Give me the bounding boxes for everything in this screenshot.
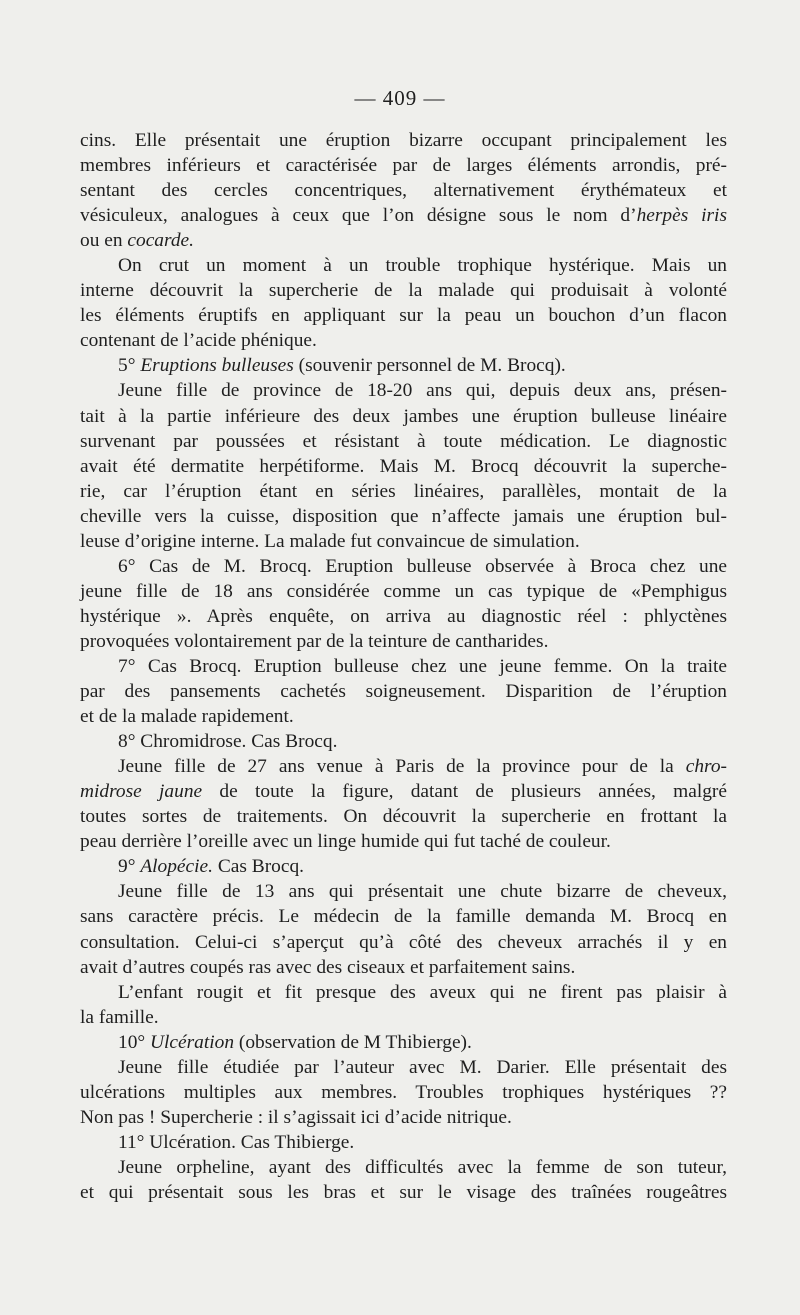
text-line bbox=[80, 253, 727, 278]
text-run: 5° bbox=[118, 355, 141, 377]
text-line bbox=[80, 1030, 727, 1055]
text-run: 6° Cas de M. Brocq. Eruption bulleuse observée à Broca chez une bbox=[118, 555, 727, 577]
text-line bbox=[80, 879, 727, 904]
text-line bbox=[80, 479, 727, 504]
text-run: Jeune fille de 13 ans qui présentait une chute bizarre de cheveux, bbox=[118, 881, 727, 903]
text-line bbox=[80, 829, 727, 854]
text-line bbox=[80, 203, 727, 228]
text-run: hystérique ». Après enquête, on arriva au diagnostic réel : phlyctènes bbox=[80, 605, 727, 627]
text-run: (observation de M Thibierge). bbox=[234, 1031, 472, 1053]
text-run: par des pansements cachetés soigneusement. Disparition de l’éruption bbox=[80, 681, 727, 703]
text-line bbox=[80, 328, 727, 353]
text-run: leuse d’origine interne. La malade fut convaincue de simulation. bbox=[80, 530, 580, 552]
text-run: interne découvrit la supercherie de la malade qui produisait à volonté bbox=[80, 280, 727, 302]
text-line bbox=[80, 454, 727, 479]
text-run: les éléments éruptifs en appliquant sur la peau un bouchon d’un flacon bbox=[80, 305, 727, 327]
text-run: sentant des cercles concentriques, alternativement érythémateux et bbox=[80, 180, 727, 202]
text-line bbox=[80, 930, 727, 955]
page-number: — 409 — bbox=[354, 86, 446, 110]
text-line bbox=[80, 554, 727, 579]
text-line bbox=[80, 1180, 727, 1205]
italic-text: chro- bbox=[685, 756, 727, 778]
text-run: rie, car l’éruption étant en séries linéaires, parallèles, montait de la bbox=[80, 480, 727, 502]
text-line bbox=[80, 729, 727, 754]
text-run: membres inférieurs et caractérisée par de larges éléments arrondis, pré- bbox=[80, 155, 727, 177]
text-run: de toute la figure, datant de plusieurs années, malgré bbox=[202, 781, 727, 803]
text-line bbox=[80, 980, 727, 1005]
text-run: ou en bbox=[80, 230, 128, 252]
text-run: Non pas ! Supercherie : il s’agissait ici d’acide nitrique. bbox=[80, 1106, 512, 1128]
text-run: et de la malade rapidement. bbox=[80, 706, 294, 728]
text-run: peau derrière l’oreille avec un linge humide qui fut taché de couleur. bbox=[80, 831, 611, 853]
italic-text: herpès iris bbox=[636, 205, 727, 227]
text-line bbox=[80, 303, 727, 328]
text-run: L’enfant rougit et fit presque des aveux qui ne firent pas plaisir à bbox=[118, 981, 727, 1003]
text-line bbox=[80, 128, 727, 153]
text-run: Jeune fille de province de 18-20 ans qui, depuis deux ans, présen- bbox=[118, 380, 727, 402]
text-line bbox=[80, 504, 727, 529]
text-run: cins. Elle présentait une éruption bizarre occupant principalement les bbox=[80, 130, 727, 151]
text-line bbox=[80, 278, 727, 303]
text-run: survenant par poussées et résistant à toute médication. Le diagnostic bbox=[80, 430, 727, 452]
text-line bbox=[80, 754, 727, 779]
text-line bbox=[80, 1105, 727, 1130]
text-run: Jeune fille de 27 ans venue à Paris de la province pour de la bbox=[118, 756, 686, 778]
italic-text: midrose jaune bbox=[80, 781, 203, 803]
italic-text: Ulcération bbox=[150, 1031, 235, 1053]
text-run: avait d’autres coupés ras avec des ciseaux et parfaitement sains. bbox=[80, 956, 576, 978]
text-line bbox=[80, 353, 727, 378]
text-line bbox=[80, 178, 727, 203]
text-line bbox=[80, 779, 727, 804]
text-line bbox=[80, 704, 727, 729]
text-run: contenant de l’acide phénique. bbox=[80, 330, 317, 352]
text-run: 11° Ulcération. Cas Thibierge. bbox=[118, 1131, 355, 1153]
text-line bbox=[80, 1055, 727, 1080]
text-run: consultation. Celui-ci s’aperçut qu’à côté des cheveux arrachés il y en bbox=[80, 931, 727, 953]
text-line bbox=[80, 804, 727, 829]
text-run: 7° Cas Brocq. Eruption bulleuse chez une jeune femme. On la traite bbox=[118, 655, 727, 677]
text-line bbox=[80, 629, 727, 654]
text-line bbox=[80, 904, 727, 929]
text-line bbox=[80, 1080, 727, 1105]
italic-text: cocarde. bbox=[127, 230, 194, 252]
text-run: toutes sortes de traitements. On découvrit la supercherie en frottant la bbox=[80, 806, 727, 828]
text-line bbox=[80, 579, 727, 604]
text-line bbox=[80, 654, 727, 679]
text-run: jeune fille de 18 ans considérée comme un cas typique de «Pemphigus bbox=[80, 580, 727, 602]
text-line bbox=[80, 1005, 727, 1030]
text-line bbox=[80, 153, 727, 178]
text-line bbox=[80, 604, 727, 629]
text-line bbox=[80, 404, 727, 429]
text-run: 10° bbox=[118, 1031, 150, 1053]
text-run: tait à la partie inférieure des deux jambes une éruption bulleuse linéaire bbox=[80, 405, 727, 427]
text-run: avait été dermatite herpétiforme. Mais M. Brocq découvrit la superche- bbox=[80, 455, 727, 477]
text-run: (souvenir personnel de M. Brocq). bbox=[293, 355, 566, 377]
text-line bbox=[80, 429, 727, 454]
text-run: On crut un moment à un trouble trophique hystérique. Mais un bbox=[118, 255, 727, 277]
text-run: provoquées volontairement par de la teinture de cantharides. bbox=[80, 630, 549, 652]
italic-text: Eruptions bulleuses bbox=[140, 355, 294, 377]
text-run: Jeune fille étudiée par l’auteur avec M. Darier. Elle présentait des bbox=[118, 1056, 727, 1078]
text-run: 8° Chromidrose. Cas Brocq. bbox=[118, 731, 338, 753]
body-text bbox=[80, 128, 727, 1205]
text-line bbox=[80, 955, 727, 980]
text-line bbox=[80, 529, 727, 554]
text-run: sans caractère précis. Le médecin de la famille demanda M. Brocq en bbox=[80, 906, 727, 928]
text-line bbox=[80, 378, 727, 403]
text-run: 9° bbox=[118, 856, 141, 878]
italic-text: Alopécie. bbox=[140, 856, 213, 878]
text-run: Cas Brocq. bbox=[213, 856, 305, 878]
text-line bbox=[80, 1130, 727, 1155]
text-line bbox=[80, 854, 727, 879]
text-line bbox=[80, 1155, 727, 1180]
text-run: et qui présentait sous les bras et sur le visage des traînées rougeâtres bbox=[80, 1181, 727, 1203]
text-line bbox=[80, 679, 727, 704]
text-run: vésiculeux, analogues à ceux que l’on désigne sous le nom d’ bbox=[80, 205, 637, 227]
text-run: la famille. bbox=[80, 1006, 159, 1028]
text-line bbox=[80, 228, 727, 253]
text-run: cheville vers la cuisse, disposition que n’affecte jamais une éruption bul- bbox=[80, 505, 727, 527]
text-run: Jeune orpheline, ayant des difficultés avec la femme de son tuteur, bbox=[118, 1156, 727, 1178]
text-run: ulcérations multiples aux membres. Troubles trophiques hystériques ?? bbox=[80, 1081, 727, 1103]
